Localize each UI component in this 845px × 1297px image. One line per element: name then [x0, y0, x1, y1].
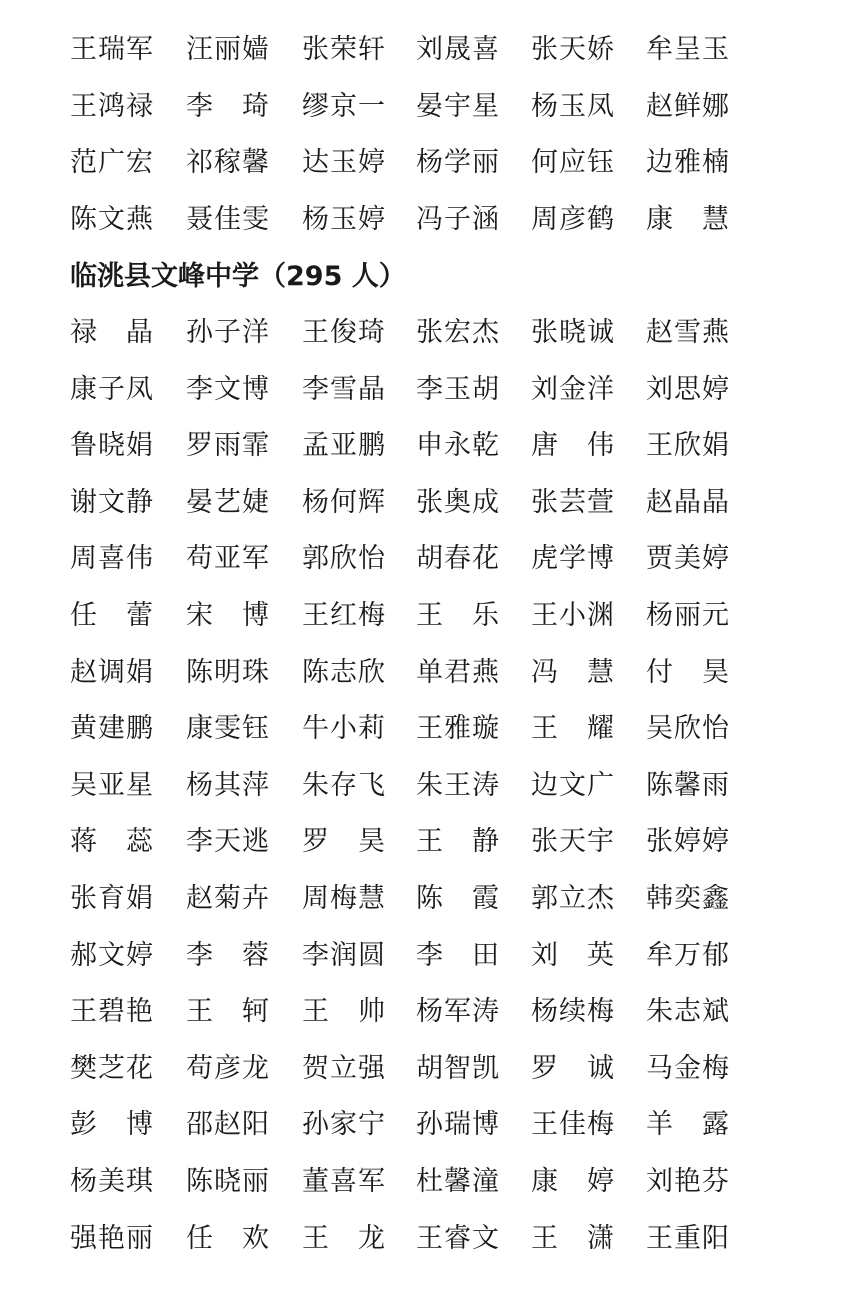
name-row — [70, 588, 770, 645]
person-name: 禄 晶 — [70, 317, 154, 348]
name-row — [70, 135, 770, 192]
person-name: 鲁晓娟 — [70, 430, 154, 462]
person-name: 李润圆 — [302, 939, 386, 971]
name-row — [70, 984, 770, 1041]
person-name: 罗 诚 — [531, 1052, 615, 1084]
person-name: 孙子洋 — [186, 317, 270, 348]
person-name: 边文广 — [531, 769, 615, 801]
person-name: 冯 慧 — [531, 656, 615, 688]
person-name: 宋 博 — [186, 599, 270, 631]
name-row — [70, 1097, 770, 1154]
person-name: 刘艳芬 — [646, 1165, 730, 1197]
person-name: 王佳梅 — [531, 1109, 615, 1141]
person-name: 朱志斌 — [646, 996, 730, 1028]
person-name: 张婷婷 — [646, 826, 730, 858]
name-row — [70, 814, 770, 871]
person-name: 缪京一 — [302, 90, 386, 122]
name-row — [70, 475, 770, 532]
person-name: 赵雪燕 — [646, 317, 730, 348]
person-name: 张奥成 — [416, 486, 500, 518]
person-name: 晏宇星 — [416, 90, 500, 122]
person-name: 陈馨雨 — [646, 769, 730, 801]
name-row — [70, 418, 770, 475]
person-name: 汪丽嫱 — [186, 34, 270, 65]
person-name: 王瑞军 — [70, 34, 154, 65]
person-name: 陈明珠 — [186, 656, 270, 688]
person-name: 王雅璇 — [416, 713, 500, 745]
person-name: 王欣娟 — [646, 430, 730, 462]
person-name: 王红梅 — [302, 599, 386, 631]
person-name: 周梅慧 — [302, 882, 386, 914]
person-name: 黄建鹏 — [70, 713, 154, 745]
person-name: 杨玉凤 — [531, 90, 615, 122]
person-name: 王 龙 — [302, 1222, 386, 1254]
person-name: 付 昊 — [646, 656, 730, 688]
person-name: 朱王涛 — [416, 769, 500, 801]
person-name: 李 蓉 — [186, 939, 270, 971]
name-row — [70, 305, 770, 362]
person-name: 陈志欣 — [302, 656, 386, 688]
person-name: 唐 伟 — [531, 430, 615, 462]
person-name: 王 帅 — [302, 996, 386, 1028]
name-row — [70, 79, 770, 136]
name-row — [70, 531, 770, 588]
person-name: 邵赵阳 — [186, 1109, 270, 1141]
person-name: 王 耀 — [531, 713, 615, 745]
person-name: 董喜军 — [302, 1165, 386, 1197]
person-name: 任 蕾 — [70, 599, 154, 631]
person-name: 赵菊卉 — [186, 882, 270, 914]
person-name: 王 轲 — [186, 996, 270, 1028]
person-name: 刘 英 — [531, 939, 615, 971]
name-row — [70, 1211, 770, 1268]
person-name: 冯子涵 — [416, 203, 500, 235]
name-list-top — [70, 22, 770, 248]
name-row — [70, 928, 770, 985]
person-name: 蒋 蕊 — [70, 826, 154, 858]
person-name: 任 欢 — [186, 1222, 270, 1254]
person-name: 苟亚军 — [186, 543, 270, 575]
person-name: 杜馨潼 — [416, 1165, 500, 1197]
person-name: 罗 昊 — [302, 826, 386, 858]
person-name: 樊芝花 — [70, 1052, 154, 1084]
person-name: 彭 博 — [70, 1109, 154, 1141]
person-name: 张天宇 — [531, 826, 615, 858]
person-name: 王 乐 — [416, 599, 500, 631]
person-name: 胡春花 — [416, 543, 500, 575]
name-row — [70, 871, 770, 928]
person-name: 羊 露 — [646, 1109, 730, 1141]
person-name: 刘晟喜 — [416, 34, 500, 65]
person-name: 孙家宁 — [302, 1109, 386, 1141]
person-name: 郝文婷 — [70, 939, 154, 971]
school-heading: 临洮县文峰中学（295 人） — [70, 261, 406, 292]
person-name: 杨何辉 — [302, 486, 386, 518]
person-name: 杨续梅 — [531, 996, 615, 1028]
person-name: 张宏杰 — [416, 317, 500, 348]
person-name: 王 潇 — [531, 1222, 615, 1254]
person-name: 康雯钰 — [186, 713, 270, 745]
person-name: 刘思婷 — [646, 373, 730, 405]
person-name: 范广宏 — [70, 147, 154, 179]
person-name: 罗雨霏 — [186, 430, 270, 462]
person-name: 苟彦龙 — [186, 1052, 270, 1084]
person-name: 王碧艳 — [70, 996, 154, 1028]
person-name: 刘金洋 — [531, 373, 615, 405]
person-name: 张天娇 — [531, 34, 615, 65]
name-row — [70, 758, 770, 815]
person-name: 张晓诚 — [531, 317, 615, 348]
person-name: 陈文燕 — [70, 203, 154, 235]
name-row — [70, 701, 770, 758]
person-name: 牟呈玉 — [646, 34, 730, 65]
person-name: 聂佳雯 — [186, 203, 270, 235]
person-name: 杨丽元 — [646, 599, 730, 631]
person-name: 晏艺婕 — [186, 486, 270, 518]
person-name: 王 静 — [416, 826, 500, 858]
person-name: 虎学博 — [531, 543, 615, 575]
person-name: 王重阳 — [646, 1222, 730, 1254]
person-name: 牛小莉 — [302, 713, 386, 745]
person-name: 陈 霞 — [416, 882, 500, 914]
name-row — [70, 1041, 770, 1098]
name-list-school — [70, 305, 770, 1267]
person-name: 申永乾 — [416, 430, 500, 462]
person-name: 单君燕 — [416, 656, 500, 688]
person-name: 杨玉婷 — [302, 203, 386, 235]
person-name: 李 琦 — [186, 90, 270, 122]
person-name: 陈晓丽 — [186, 1165, 270, 1197]
person-name: 达玉婷 — [302, 147, 386, 179]
person-name: 贺立强 — [302, 1052, 386, 1084]
person-name: 何应钰 — [531, 147, 615, 179]
person-name: 杨学丽 — [416, 147, 500, 179]
person-name: 朱存飞 — [302, 769, 386, 801]
person-name: 强艳丽 — [70, 1222, 154, 1254]
person-name: 张荣轩 — [302, 34, 386, 65]
person-name: 康子凤 — [70, 373, 154, 405]
person-name: 李雪晶 — [302, 373, 386, 405]
person-name: 王睿文 — [416, 1222, 500, 1254]
person-name: 吴亚星 — [70, 769, 154, 801]
person-name: 王俊琦 — [302, 317, 386, 348]
name-row — [70, 1154, 770, 1211]
person-name: 韩奕鑫 — [646, 882, 730, 914]
person-name: 赵鲜娜 — [646, 90, 730, 122]
person-name: 祁稼馨 — [186, 147, 270, 179]
name-row — [70, 192, 770, 249]
person-name: 边雅楠 — [646, 147, 730, 179]
person-name: 孙瑞博 — [416, 1109, 500, 1141]
person-name: 牟万郁 — [646, 939, 730, 971]
person-name: 郭欣怡 — [302, 543, 386, 575]
person-name: 吴欣怡 — [646, 713, 730, 745]
person-name: 马金梅 — [646, 1052, 730, 1084]
person-name: 孟亚鹏 — [302, 430, 386, 462]
name-row — [70, 645, 770, 702]
person-name: 周彦鹤 — [531, 203, 615, 235]
person-name: 王小渊 — [531, 599, 615, 631]
person-name: 周喜伟 — [70, 543, 154, 575]
person-name: 李天逃 — [186, 826, 270, 858]
person-name: 李 田 — [416, 939, 500, 971]
person-name: 胡智凯 — [416, 1052, 500, 1084]
name-row — [70, 362, 770, 419]
person-name: 杨其萍 — [186, 769, 270, 801]
person-name: 康 婷 — [531, 1165, 615, 1197]
person-name: 康 慧 — [646, 203, 730, 235]
person-name: 杨军涛 — [416, 996, 500, 1028]
person-name: 张芸萱 — [531, 486, 615, 518]
person-name: 李文博 — [186, 373, 270, 405]
person-name: 张育娟 — [70, 882, 154, 914]
person-name: 贾美婷 — [646, 543, 730, 575]
person-name: 谢文静 — [70, 486, 154, 518]
person-name: 杨美琪 — [70, 1165, 154, 1197]
person-name: 赵晶晶 — [646, 486, 730, 518]
person-name: 赵调娟 — [70, 656, 154, 688]
name-row — [70, 22, 770, 79]
person-name: 郭立杰 — [531, 882, 615, 914]
person-name: 李玉胡 — [416, 373, 500, 405]
person-name: 王鸿禄 — [70, 90, 154, 122]
